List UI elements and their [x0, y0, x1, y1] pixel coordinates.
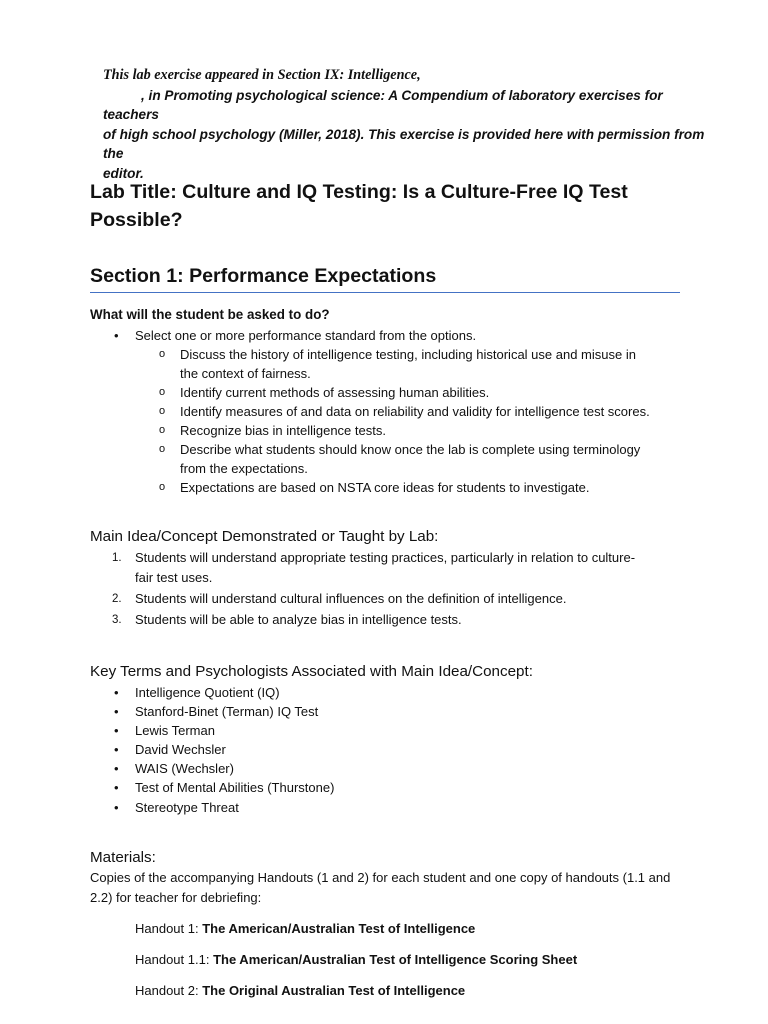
key-terms-heading: Key Terms and Psychologists Associated with Main Idea/Concept: [90, 663, 533, 680]
intro-line-2 [103, 86, 713, 125]
sub-list-item: o Identify measures of and data on reliability and validity for intelligence test scores. [158, 402, 653, 421]
list-item [112, 548, 652, 588]
list-item: • Stereotype Threat [112, 798, 652, 817]
intro-line-3: of high school psychology (Miller, 2018). This exercise is provided here with permission from the [103, 126, 705, 161]
sub-list-item: o Recognize bias in intelligence tests. [158, 421, 653, 440]
sub-list-item: o Discuss the history of intelligence testing, including historical use and misuse in the context of fairness. [158, 345, 653, 383]
sub-list [135, 345, 653, 497]
intro-citation [103, 66, 713, 183]
materials-heading: Materials: [90, 849, 156, 866]
main-idea-heading: Main Idea/Concept Demonstrated or Taught by Lab: [90, 528, 439, 545]
handout-1 [135, 919, 475, 939]
handout-2 [135, 981, 465, 1001]
intro-line-1: This lab exercise appeared in Section IX: Intelligence, [103, 67, 421, 83]
intro-line-4: editor. [103, 165, 144, 181]
list-item [112, 610, 652, 630]
list-item: • WAIS (Wechsler) [112, 759, 652, 778]
item-number: 3. [112, 614, 122, 626]
item-number: 2. [112, 593, 122, 605]
section-title: Section 1: Performance Expectations [90, 262, 680, 293]
bullet-text: Select one or more performance standard from the options. [135, 328, 477, 343]
list-item [112, 589, 652, 609]
list-item [112, 326, 672, 497]
sub-list-item: o Expectations are based on NSTA core ideas for students to investigate. [158, 478, 653, 497]
list-item: • David Wechsler [112, 740, 652, 759]
handout-label: Handout 2: [135, 983, 203, 998]
performance-list [112, 326, 672, 497]
handout-label: Handout 1: [135, 921, 203, 936]
handout-title: The American/Australian Test of Intelligence [202, 921, 476, 936]
handout-1-1 [135, 950, 577, 970]
list-item: • Intelligence Quotient (IQ) [112, 683, 652, 702]
lab-title: Lab Title: Culture and IQ Testing: Is a Culture-Free IQ Test Possible? [90, 181, 628, 231]
intro-line-2-text: , in Promoting psychological science: A Compendium of laboratory exercises for teachers [103, 87, 663, 122]
question-heading: What will the student be asked to do? [90, 307, 330, 322]
list-item: • Test of Mental Abilities (Thurstone) [112, 778, 652, 797]
item-text: Students will be able to analyze bias in intelligence tests. [135, 612, 462, 627]
item-text: Students will understand appropriate testing practices, particularly in relation to culture-fair test uses. [135, 550, 636, 585]
materials-text: Copies of the accompanying Handouts (1 and 2) for each student and one copy of handouts (1.1 and 2.2) for teacher for debriefing: [90, 870, 671, 905]
item-number: 1. [112, 552, 122, 564]
sub-list-item: o Identify current methods of assessing human abilities. [158, 383, 653, 402]
key-terms-list [112, 683, 652, 817]
main-idea-list [112, 548, 652, 631]
list-item: • Stanford-Binet (Terman) IQ Test [112, 702, 652, 721]
handout-label: Handout 1.1: [135, 952, 214, 967]
handout-title: The Original Australian Test of Intelligence [202, 983, 466, 998]
list-item: • Lewis Terman [112, 721, 652, 740]
sub-list-item: o Describe what students should know once the lab is complete using terminology from the expectations. [158, 440, 653, 478]
item-text: Students will understand cultural influences on the definition of intelligence. [135, 591, 567, 606]
handout-title: The American/Australian Test of Intelligence Scoring Sheet [213, 952, 578, 967]
